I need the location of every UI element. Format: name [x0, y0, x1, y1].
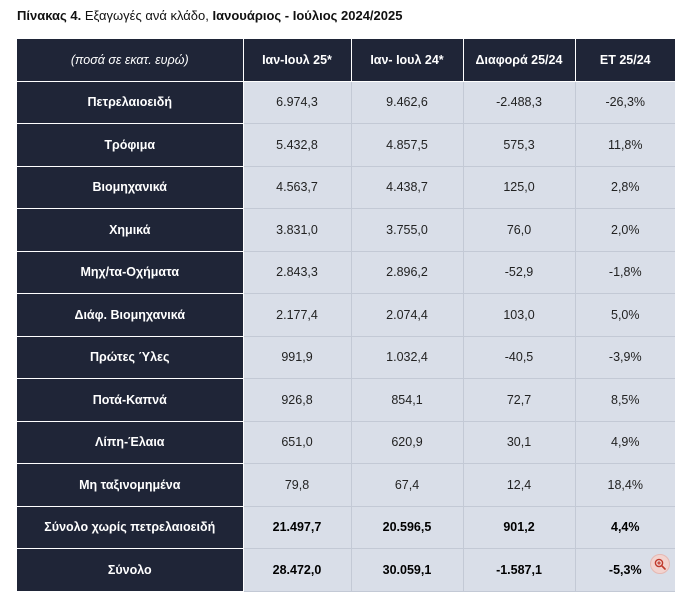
cell-col-diff: 76,0 [463, 209, 575, 252]
header-col-diff: Διαφορά 25/24 [463, 39, 575, 81]
row-label: Διάφ. Βιομηχανικά [17, 294, 243, 337]
header-col-2024: Ιαν- Ιουλ 24* [351, 39, 463, 81]
cell-col-diff: 72,7 [463, 379, 575, 422]
cell-col-yoy: 4,4% [575, 506, 675, 549]
table-row [17, 81, 675, 124]
cell-col-yoy: -26,3% [575, 81, 675, 124]
header-row [17, 39, 675, 81]
cell-col-diff: 125,0 [463, 166, 575, 209]
row-label: Πετρελαιοειδή [17, 81, 243, 124]
caption-lead: Πίνακας 4. [17, 8, 82, 23]
cell-col-diff: -40,5 [463, 336, 575, 379]
table-row [17, 251, 675, 294]
caption-period: Ιανουάριος - Ιούλιος 2024/2025 [212, 8, 403, 23]
table-row [17, 124, 675, 167]
cell-col-diff: 30,1 [463, 421, 575, 464]
cell-col-2025: 6.974,3 [243, 81, 351, 124]
row-label: Σύνολο χωρίς πετρελαιοειδή [17, 506, 243, 549]
table-row [17, 294, 675, 337]
cell-col-2024: 620,9 [351, 421, 463, 464]
row-label: Βιομηχανικά [17, 166, 243, 209]
row-label: Μη ταξινομημένα [17, 464, 243, 507]
table-row [17, 379, 675, 422]
row-label: Σύνολο [17, 549, 243, 592]
cell-col-2025: 651,0 [243, 421, 351, 464]
cell-col-yoy: 18,4% [575, 464, 675, 507]
table-row [17, 464, 675, 507]
cell-col-2024: 854,1 [351, 379, 463, 422]
cell-col-yoy: -3,9% [575, 336, 675, 379]
row-label: Μηχ/τα-Οχήματα [17, 251, 243, 294]
row-label: Χημικά [17, 209, 243, 252]
cell-col-2024: 4.857,5 [351, 124, 463, 167]
cell-col-yoy: 4,9% [575, 421, 675, 464]
table-row [17, 166, 675, 209]
cell-col-2024: 9.462,6 [351, 81, 463, 124]
cell-col-yoy: 11,8% [575, 124, 675, 167]
cell-col-2024: 1.032,4 [351, 336, 463, 379]
cell-col-2025: 991,9 [243, 336, 351, 379]
cell-col-diff: 12,4 [463, 464, 575, 507]
zoom-in-icon[interactable] [650, 554, 670, 574]
cell-col-2025: 5.432,8 [243, 124, 351, 167]
table-row [17, 421, 675, 464]
cell-col-2024: 2.896,2 [351, 251, 463, 294]
cell-col-diff: 575,3 [463, 124, 575, 167]
cell-col-2024: 67,4 [351, 464, 463, 507]
cell-col-2025: 21.497,7 [243, 506, 351, 549]
table-caption [17, 8, 402, 23]
header-units: (ποσά σε εκατ. ευρώ) [17, 39, 243, 81]
total-row [17, 549, 675, 592]
cell-col-2024: 30.059,1 [351, 549, 463, 592]
cell-col-diff: -52,9 [463, 251, 575, 294]
header-col-yoy: ΕΤ 25/24 [575, 39, 675, 81]
table-row [17, 336, 675, 379]
cell-col-yoy: 8,5% [575, 379, 675, 422]
cell-col-2025: 28.472,0 [243, 549, 351, 592]
cell-col-diff: -1.587,1 [463, 549, 575, 592]
cell-col-2025: 2.177,4 [243, 294, 351, 337]
table-row [17, 209, 675, 252]
cell-col-2025: 3.831,0 [243, 209, 351, 252]
cell-col-2024: 3.755,0 [351, 209, 463, 252]
total-row [17, 506, 675, 549]
cell-col-yoy: 5,0% [575, 294, 675, 337]
cell-col-diff: -2.488,3 [463, 81, 575, 124]
row-label: Τρόφιμα [17, 124, 243, 167]
zoom-plus-glyph [654, 558, 666, 570]
row-label: Ποτά-Καπνά [17, 379, 243, 422]
caption-text: Εξαγωγές ανά κλάδο, [81, 8, 213, 23]
row-label: Πρώτες Ύλες [17, 336, 243, 379]
cell-col-yoy: -5,3% [575, 549, 675, 592]
cell-col-2024: 20.596,5 [351, 506, 463, 549]
cell-col-2025: 926,8 [243, 379, 351, 422]
cell-col-2025: 2.843,3 [243, 251, 351, 294]
cell-col-2024: 4.438,7 [351, 166, 463, 209]
cell-col-yoy: 2,0% [575, 209, 675, 252]
cell-col-2025: 4.563,7 [243, 166, 351, 209]
cell-col-yoy: -1,8% [575, 251, 675, 294]
cell-col-diff: 103,0 [463, 294, 575, 337]
exports-table [17, 39, 675, 592]
cell-col-2024: 2.074,4 [351, 294, 463, 337]
cell-col-2025: 79,8 [243, 464, 351, 507]
row-label: Λίπη-Έλαια [17, 421, 243, 464]
header-col-2025: Ιαν-Ιουλ 25* [243, 39, 351, 81]
cell-col-yoy: 2,8% [575, 166, 675, 209]
cell-col-diff: 901,2 [463, 506, 575, 549]
